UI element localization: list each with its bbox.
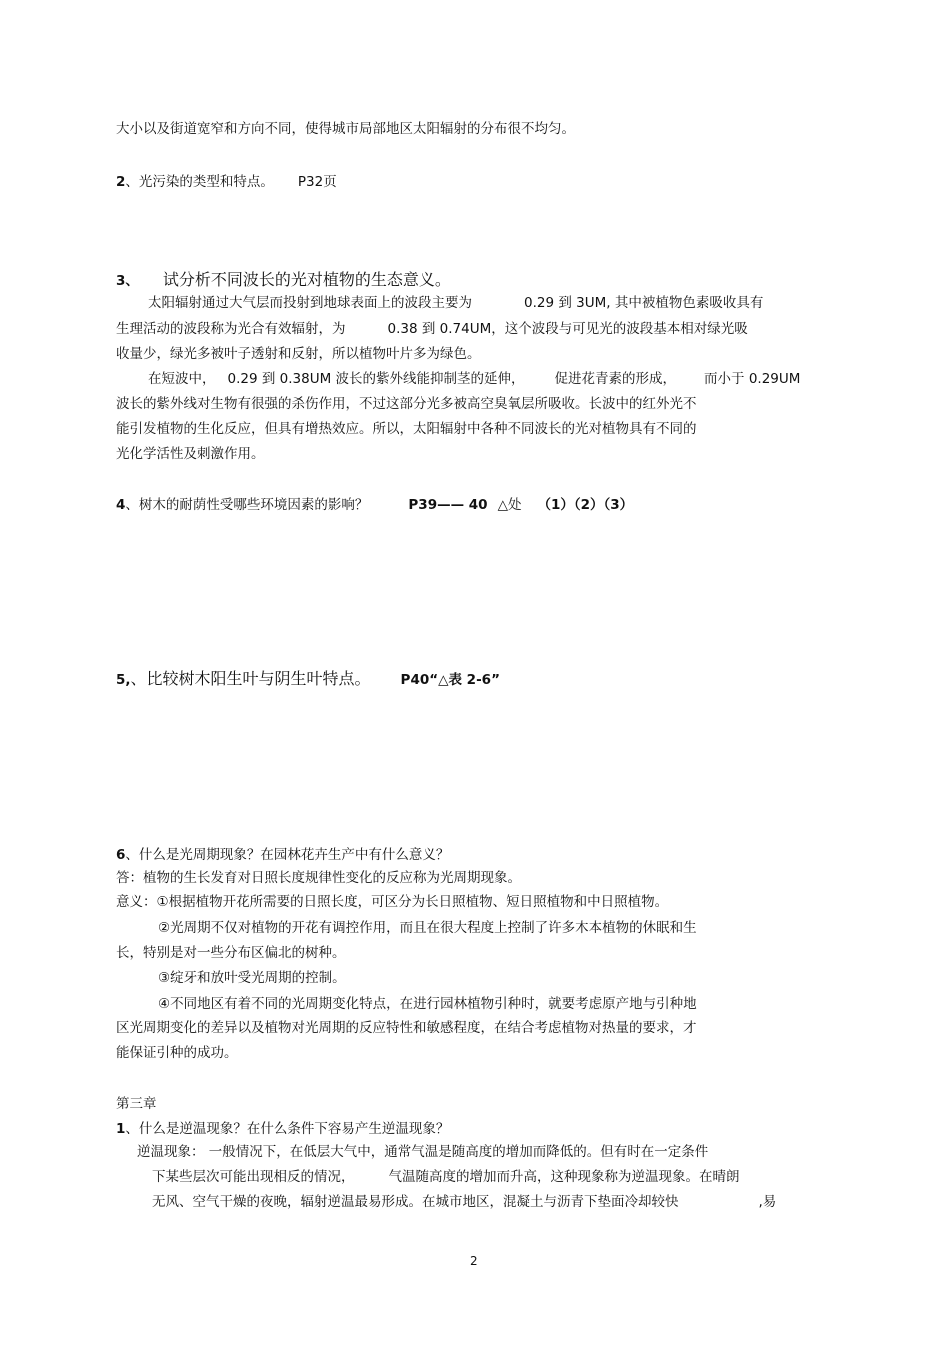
question-3 — [116, 270, 451, 291]
chapter-heading: 第三章 — [116, 1096, 157, 1112]
page-reference: P40“△表 2-6” — [400, 672, 500, 688]
question-text: 、光污染的类型和特点。 — [125, 174, 274, 190]
page-reference-items: （1）（2）（3） — [537, 497, 634, 513]
question-5 — [116, 669, 500, 690]
page-reference-mark: △处 — [497, 497, 522, 513]
question-number: 1 — [116, 1121, 126, 1137]
paragraph-line: 能保证引种的成功。 — [116, 1045, 238, 1061]
text-segment: 0.38 到 0.74UM，这个波段与可见光的波段基本相对绿光吸 — [387, 321, 748, 337]
text-segment: 生理活动的波段称为光合有效辐射，为 — [116, 321, 346, 337]
question-number: 4 — [116, 497, 126, 513]
paragraph-line — [152, 1168, 740, 1186]
question-number: 6 — [116, 847, 126, 863]
question-number: 5, — [116, 672, 131, 688]
question-6 — [116, 846, 449, 864]
question-1 — [116, 1120, 449, 1138]
paragraph-line: 长，特别是对一些分布区偏北的树种。 — [116, 945, 346, 961]
question-2 — [116, 173, 337, 191]
text-segment: 0.29 到 3UM, 其中被植物色素吸收具有 — [524, 295, 764, 311]
page-reference: P32页 — [297, 174, 337, 190]
question-4 — [116, 496, 633, 514]
paragraph-line: 大小以及街道宽窄和方向不同，使得城市局部地区太阳辐射的分布很不均匀。 — [116, 121, 575, 137]
paragraph-line — [148, 294, 763, 312]
paragraph-line: ③绽牙和放叶受光周期的控制。 — [158, 970, 346, 986]
paragraph-line: 收量少，绿光多被叶子透射和反射，所以植物叶片多为绿色。 — [116, 346, 481, 362]
text-segment: 无风、空气干燥的夜晚，辐射逆温最易形成。在城市地区，混凝土与沥青下垫面冷却较快 — [152, 1194, 679, 1210]
paragraph-line: ②光周期不仅对植物的开花有调控作用，而且在很大程度上控制了许多木本植物的休眠和生 — [158, 920, 697, 936]
paragraph-line: 波长的紫外线对生物有很强的杀伤作用，不过这部分光多被高空臭氧层所吸收。长波中的红外光不 — [116, 396, 697, 412]
text-segment: 0.29 到 0.38UM 波长的紫外线能抑制茎的延伸， — [227, 371, 525, 387]
question-text: 、比较树木阳生叶与阴生叶特点。 — [130, 669, 371, 688]
text-segment: 在短波中， — [148, 371, 216, 387]
question-text: 、什么是逆温现象？在什么条件下容易产生逆温现象？ — [125, 1121, 450, 1137]
paragraph-line: 逆温现象： 一般情况下，在低层大气中，通常气温是随高度的增加而降低的。但有时在一定条件 — [137, 1144, 709, 1160]
text-segment: 下某些层次可能出现相反的情况， — [152, 1169, 355, 1185]
paragraph-line — [116, 320, 748, 338]
paragraph-line: 能引发植物的生化反应，但具有增热效应。所以，太阳辐射中各种不同波长的光对植物具有不同的 — [116, 421, 697, 437]
text-segment: 气温随高度的增加而升高，这种现象称为逆温现象。在晴朗 — [388, 1169, 740, 1185]
text-segment: ,易 — [758, 1194, 777, 1210]
question-number: 3、 — [116, 273, 139, 289]
page-number: 2 — [470, 1254, 478, 1268]
question-text: 、什么是光周期现象？在园林花卉生产中有什么意义？ — [125, 847, 450, 863]
paragraph-line — [148, 370, 800, 388]
paragraph-line: 区光周期变化的差异以及植物对光周期的反应特性和敏感程度，在结合考虑植物对热量的要求，才 — [116, 1020, 697, 1036]
paragraph-line: 意义：①根据植物开花所需要的日照长度，可区分为长日照植物、短日照植物和中日照植物。 — [116, 894, 669, 910]
page-reference: P39—— 40 — [408, 497, 488, 513]
paragraph-line — [152, 1193, 776, 1211]
paragraph-line: 答：植物的生长发育对日照长度规律性变化的反应称为光周期现象。 — [116, 870, 521, 886]
text-segment: 太阳辐射通过大气层而投射到地球表面上的波段主要为 — [148, 295, 472, 311]
text-segment: 促进花青素的形成， — [554, 371, 677, 387]
question-text: 、树木的耐荫性受哪些环境因素的影响？ — [125, 497, 369, 513]
text-segment: 而小于 0.29UM — [704, 371, 801, 387]
question-text: 试分析不同波长的光对植物的生态意义。 — [162, 270, 451, 289]
paragraph-line: ④不同地区有着不同的光周期变化特点，在进行园林植物引种时，就要考虑原产地与引种地 — [158, 996, 697, 1012]
paragraph-line: 光化学活性及刺激作用。 — [116, 446, 265, 462]
question-number: 2 — [116, 174, 126, 190]
